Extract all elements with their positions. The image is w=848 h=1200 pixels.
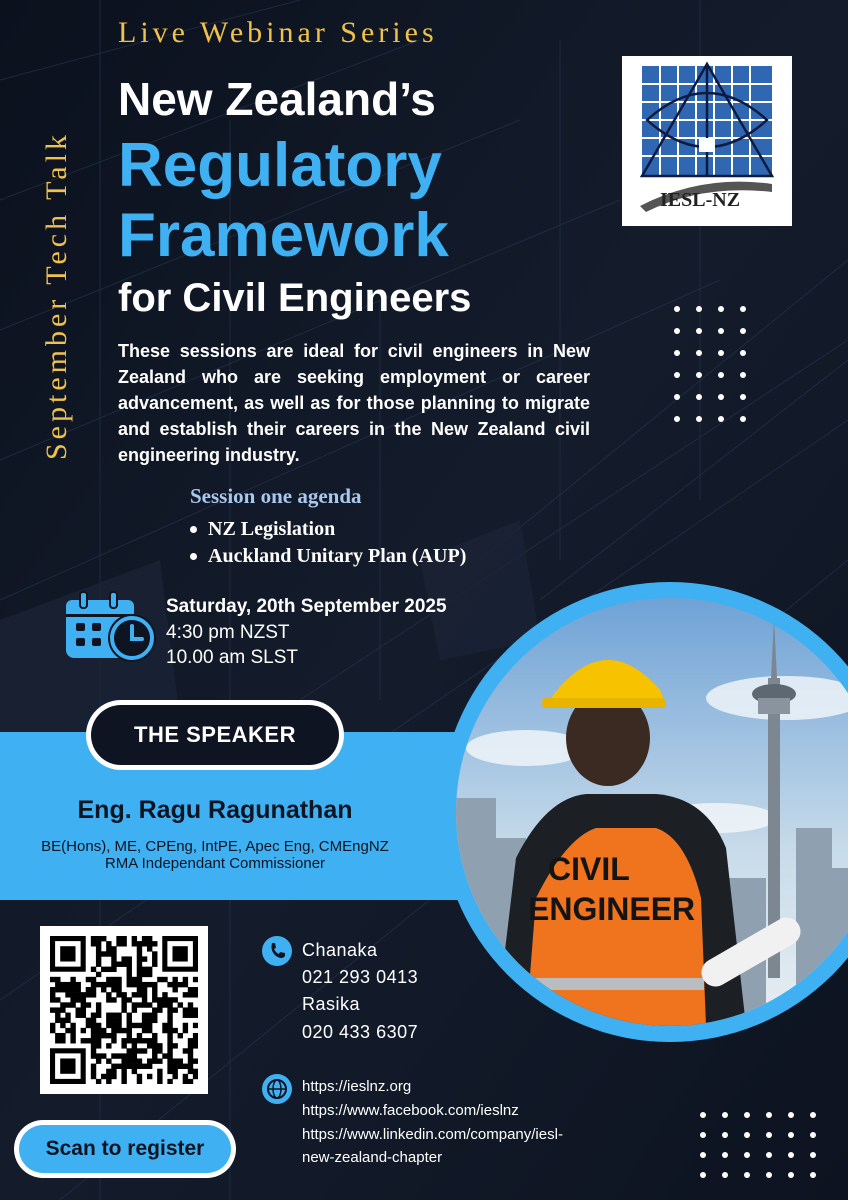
speaker-name: Eng. Ragu Ragunathan: [77, 796, 353, 824]
decorative-dot: [766, 1152, 772, 1158]
decorative-dot: [744, 1172, 750, 1178]
speaker-role: RMA Independant Commissioner: [104, 855, 326, 872]
speaker-heading: THE SPEAKER: [91, 705, 339, 765]
agenda-item: Auckland Unitary Plan (AUP): [190, 543, 466, 570]
decorative-dot: [744, 1132, 750, 1138]
agenda-title: Session one agenda: [190, 484, 362, 508]
decorative-dot: [696, 350, 702, 356]
decorative-dot: [788, 1112, 794, 1118]
decorative-dot: [788, 1152, 794, 1158]
series-vertical-label: September Tech Talk: [40, 131, 73, 460]
decorative-dot: [700, 1112, 706, 1118]
calendar-clock-icon: [64, 590, 158, 664]
decorative-dot: [744, 1152, 750, 1158]
decorative-dot: [810, 1172, 816, 1178]
decorative-dot: [740, 306, 746, 312]
title-line-4: for Civil Engineers: [118, 276, 472, 320]
register-pill[interactable]: [14, 1120, 236, 1178]
decorative-dot: [722, 1132, 728, 1138]
decorative-dot: [718, 306, 724, 312]
event-time-nz: 4:30 pm NZST: [166, 622, 290, 643]
decorative-dot: [674, 350, 680, 356]
decorative-dot: [740, 372, 746, 378]
register-label[interactable]: Scan to register: [19, 1125, 231, 1173]
decorative-dot: [674, 394, 680, 400]
decorative-dot: [718, 328, 724, 334]
linkedin-link-cont[interactable]: new-zealand-chapter: [302, 1149, 443, 1166]
decorative-dot: [810, 1132, 816, 1138]
event-date: Saturday, 20th September 2025: [166, 596, 447, 617]
decorative-dots-bottom: [700, 1112, 832, 1178]
decorative-dot: [700, 1172, 706, 1178]
website-link[interactable]: https://ieslnz.org: [302, 1078, 412, 1095]
decorative-dot: [740, 350, 746, 356]
decorative-dot: [696, 306, 702, 312]
decorative-dot: [718, 394, 724, 400]
linkedin-link[interactable]: https://www.linkedin.com/company/iesl-: [302, 1126, 563, 1143]
decorative-dot: [766, 1132, 772, 1138]
title-line-1: New Zealand’s: [118, 73, 436, 125]
decorative-dot: [722, 1172, 728, 1178]
decorative-dot: [700, 1152, 706, 1158]
contact-name-2: Rasika: [302, 994, 361, 1014]
speaker-credentials: BE(Hons), ME, CPEng, IntPE, Apec Eng, CMEngNZ: [41, 838, 389, 855]
decorative-dot: [766, 1172, 772, 1178]
decorative-dot: [722, 1152, 728, 1158]
phone-icon: [262, 936, 292, 966]
decorative-dot: [696, 328, 702, 334]
qr-code-pattern: [50, 936, 198, 1084]
agenda-item: NZ Legislation: [190, 516, 466, 543]
decorative-dot: [696, 416, 702, 422]
decorative-dot: [674, 306, 680, 312]
decorative-dot: [696, 394, 702, 400]
contact-name-1: Chanaka: [302, 940, 378, 960]
event-time-sl: 10.00 am SLST: [166, 647, 299, 668]
decorative-dot: [674, 416, 680, 422]
speaker-heading-pill: [86, 700, 344, 770]
title-line-2: Regulatory: [118, 131, 442, 200]
decorative-dot: [722, 1112, 728, 1118]
series-title: Live Webinar Series: [118, 16, 438, 49]
contact-phone-2[interactable]: 020 433 6307: [302, 1022, 419, 1042]
decorative-dot: [718, 416, 724, 422]
decorative-dot: [810, 1112, 816, 1118]
decorative-dot: [740, 328, 746, 334]
decorative-dot: [700, 1132, 706, 1138]
facebook-link[interactable]: https://www.facebook.com/ieslnz: [302, 1102, 519, 1119]
qr-code[interactable]: [40, 926, 208, 1094]
logo-text: IESL-NZ: [660, 189, 741, 211]
globe-icon: [262, 1074, 292, 1104]
decorative-dots-top: [674, 306, 762, 422]
decorative-dot: [740, 416, 746, 422]
decorative-dot: [766, 1112, 772, 1118]
logo-emblem: [622, 56, 792, 226]
decorative-dot: [674, 328, 680, 334]
decorative-dot: [696, 372, 702, 378]
title-line-3: Framework: [118, 201, 449, 270]
contact-phone-1[interactable]: 021 293 0413: [302, 967, 419, 987]
description: These sessions are ideal for civil engineers in New Zealand who are seeking employment or career advancement, as well as for those planning to migrate and establish their careers in the New Zealand civil engineering industry.: [118, 341, 590, 465]
decorative-dot: [788, 1132, 794, 1138]
iesl-nz-logo: [622, 56, 792, 226]
decorative-dot: [788, 1172, 794, 1178]
vest-line-2: ENGINEER: [528, 891, 696, 927]
decorative-dot: [718, 350, 724, 356]
vest-line-1: CIVIL: [548, 851, 630, 887]
decorative-dot: [718, 372, 724, 378]
decorative-dot: [810, 1152, 816, 1158]
decorative-dot: [744, 1112, 750, 1118]
decorative-dot: [674, 372, 680, 378]
decorative-dot: [740, 394, 746, 400]
agenda-list: [190, 516, 466, 570]
